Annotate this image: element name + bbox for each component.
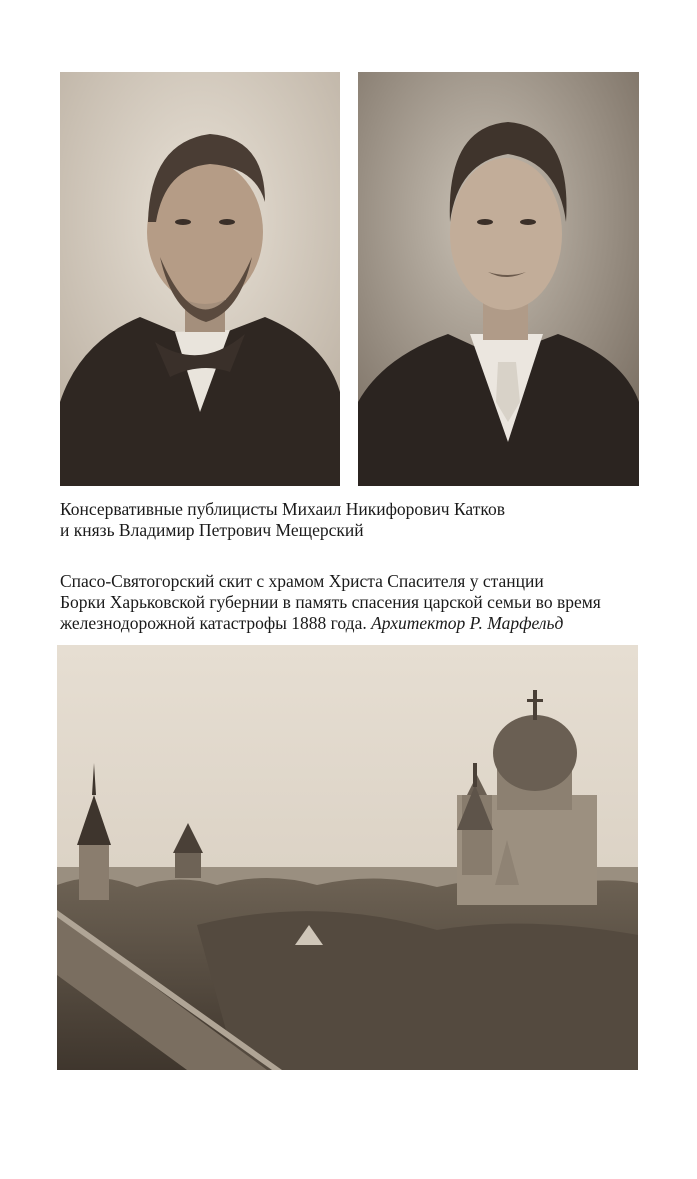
portraits-caption-line-1: Консервативные публицисты Михаил Никифорович Катков xyxy=(60,499,506,519)
photo-meshchersky-portrait xyxy=(358,72,639,486)
skete-caption-architect: Архитектор Р. Марфельд xyxy=(371,613,564,633)
photo-katkov-portrait xyxy=(60,72,340,486)
photo-skete-landscape xyxy=(57,645,638,1070)
portraits-caption xyxy=(60,499,640,541)
skete-caption-line-3-text: железнодорожной катастрофы 1888 года. xyxy=(60,613,367,633)
skete-caption xyxy=(60,571,650,634)
skete-caption-line-1: Спасо-Святогорский скит с храмом Христа Спасителя у станции xyxy=(60,571,544,591)
skete-caption-line-2: Борки Харьковской губернии в память спасения царской семьи во время xyxy=(60,592,601,612)
portraits-caption-line-2: и князь Владимир Петрович Мещерский xyxy=(60,520,364,540)
skete-caption-line-3 xyxy=(60,613,650,634)
